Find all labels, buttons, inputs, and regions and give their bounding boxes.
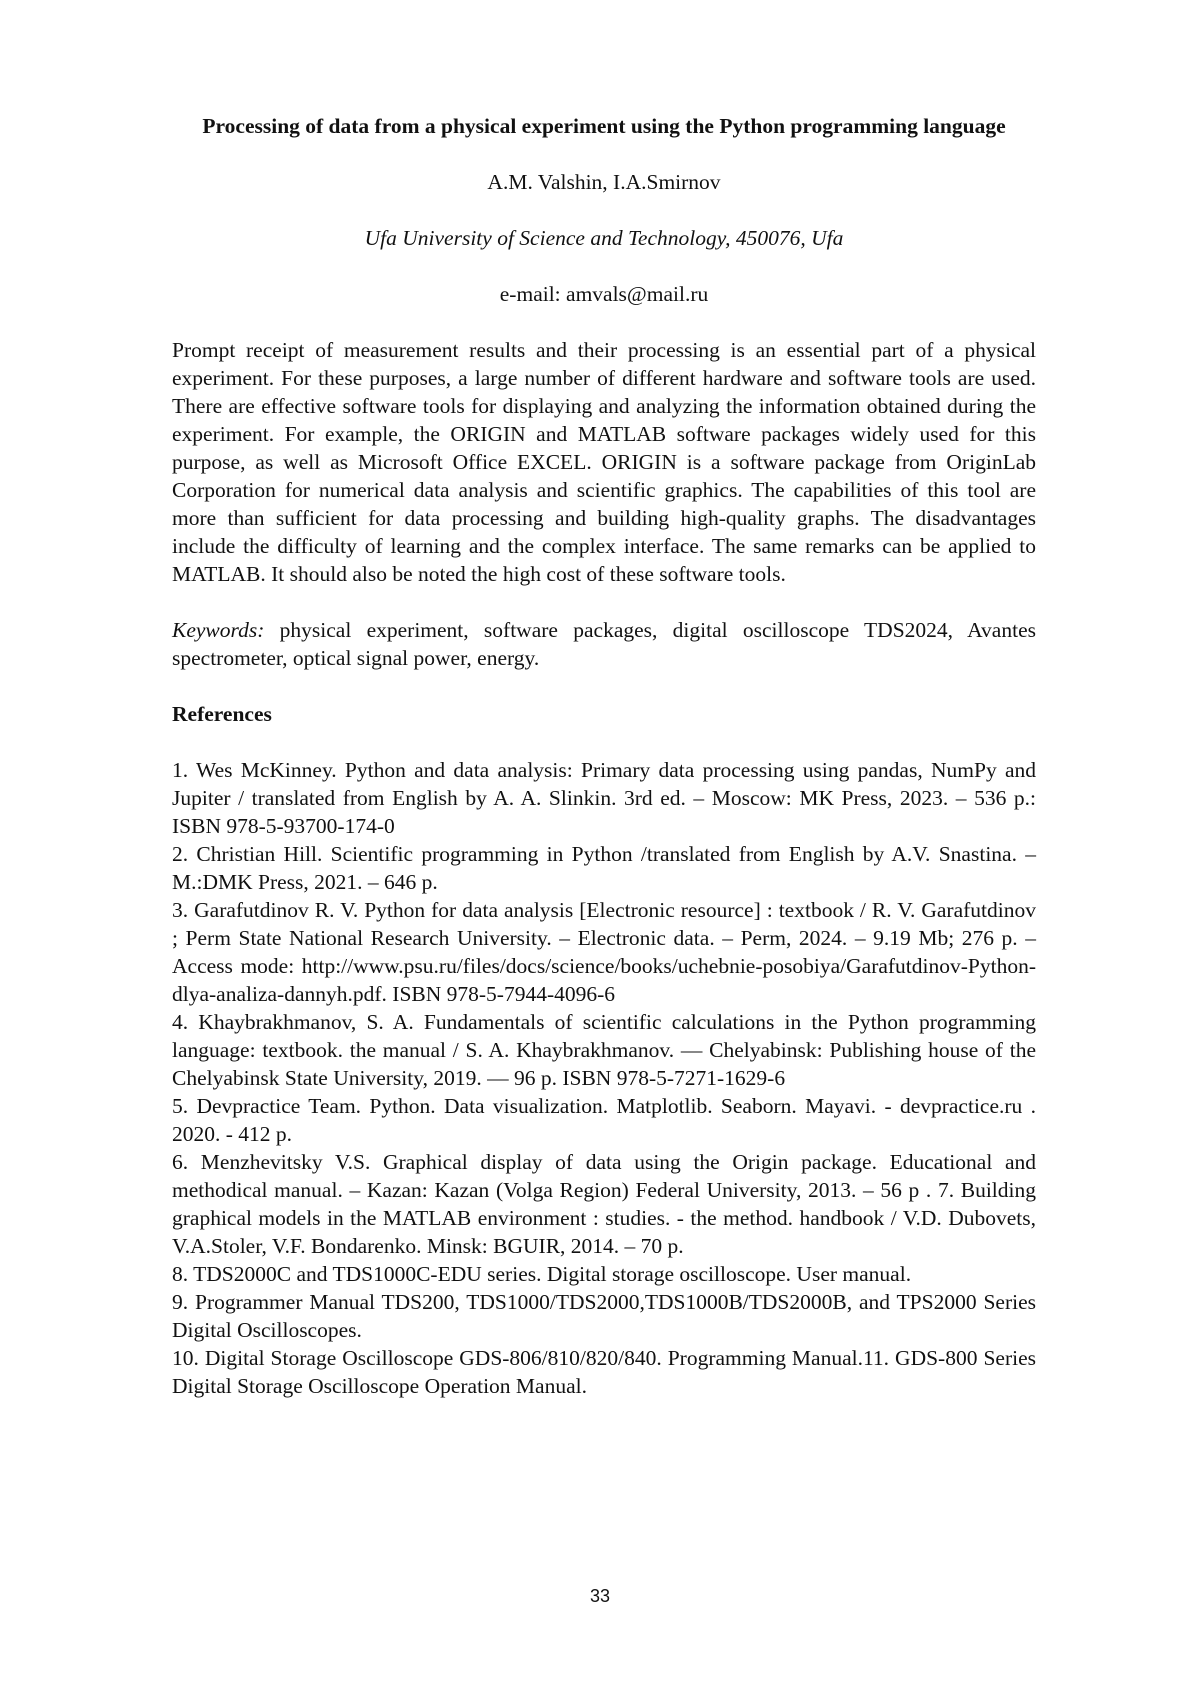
- reference-item: 3. Garafutdinov R. V. Python for data analysis [Electronic resource] : textbook / R. V. Garafutdinov ; Perm State National Research University. – Electronic data. – Perm, 2024. – 9.19 Mb; 276 p. – Access mode: http://www.psu.ru/files/docs/science/books/uchebnie-posobiya/Garafutdinov-Python-dlya-analiza-dannyh.pdf. ISBN 978-5-7944-4096-6: [172, 896, 1036, 1008]
- reference-item: 5. Devpractice Team. Python. Data visualization. Matplotlib. Seaborn. Mayavi. - devpractice.ru . 2020. - 412 p.: [172, 1092, 1036, 1148]
- email: e-mail: amvals@mail.ru: [172, 280, 1036, 308]
- reference-item: 2. Christian Hill. Scientific programming in Python /translated from English by A.V. Snastina. –M.:DMK Press, 2021. – 646 p.: [172, 840, 1036, 896]
- abstract: Prompt receipt of measurement results and their processing is an essential part of a physical experiment. For these purposes, a large number of different hardware and software tools are used. There are effective software tools for displaying and analyzing the information obtained during the experiment. For example, the ORIGIN and MATLAB software packages widely used for this purpose, as well as Microsoft Office EXCEL. ORIGIN is a software package from OriginLab Corporation for numerical data analysis and scientific graphics. The capabilities of this tool are more than sufficient for data processing and building high-quality graphs. The disadvantages include the difficulty of learning and the complex interface. The same remarks can be applied to MATLAB. It should also be noted the high cost of these software tools.: [172, 336, 1036, 588]
- reference-item: 1. Wes McKinney. Python and data analysis: Primary data processing using pandas, NumPy and Jupiter / translated from English by A. A. Slinkin. 3rd ed. – Moscow: MK Press, 2023. – 536 p.: ISBN 978-5-93700-174-0: [172, 756, 1036, 840]
- reference-item: 9. Programmer Manual TDS200, TDS1000/TDS2000,TDS1000B/TDS2000B, and TPS2000 Series Digital Oscilloscopes.: [172, 1288, 1036, 1344]
- reference-item: 10. Digital Storage Oscilloscope GDS-806/810/820/840. Programming Manual.11. GDS-800 Series Digital Storage Oscilloscope Operation Manual.: [172, 1344, 1036, 1400]
- page-number: 33: [0, 1586, 1200, 1607]
- authors: A.M. Valshin, I.A.Smirnov: [172, 168, 1036, 196]
- paper-title: Processing of data from a physical experiment using the Python programming language: [192, 112, 1016, 140]
- paper-page: [172, 112, 1036, 1400]
- keywords-label: Keywords:: [172, 618, 264, 642]
- keywords-text: physical experiment, software packages, digital oscilloscope TDS2024, Avantes spectrometer, optical signal power, energy.: [172, 618, 1036, 670]
- keywords: [172, 616, 1036, 672]
- references-list: [172, 756, 1036, 1400]
- references-heading: References: [172, 700, 1036, 728]
- reference-item: 6. Menzhevitsky V.S. Graphical display of data using the Origin package. Educational and methodical manual. – Kazan: Kazan (Volga Region) Federal University, 2013. – 56 p . 7. Building graphical models in the MATLAB environment : studies. - the method. handbook / V.D. Dubovets, V.A.Stoler, V.F. Bondarenko. Minsk: BGUIR, 2014. – 70 p.: [172, 1148, 1036, 1260]
- affiliation: Ufa University of Science and Technology, 450076, Ufa: [172, 224, 1036, 252]
- reference-item: 8. TDS2000C and TDS1000C-EDU series. Digital storage oscilloscope. User manual.: [172, 1260, 1036, 1288]
- reference-item: 4. Khaybrakhmanov, S. A. Fundamentals of scientific calculations in the Python programming language: textbook. the manual / S. A. Khaybrakhmanov. — Chelyabinsk: Publishing house of the Chelyabinsk State University, 2019. — 96 p. ISBN 978-5-7271-1629-6: [172, 1008, 1036, 1092]
